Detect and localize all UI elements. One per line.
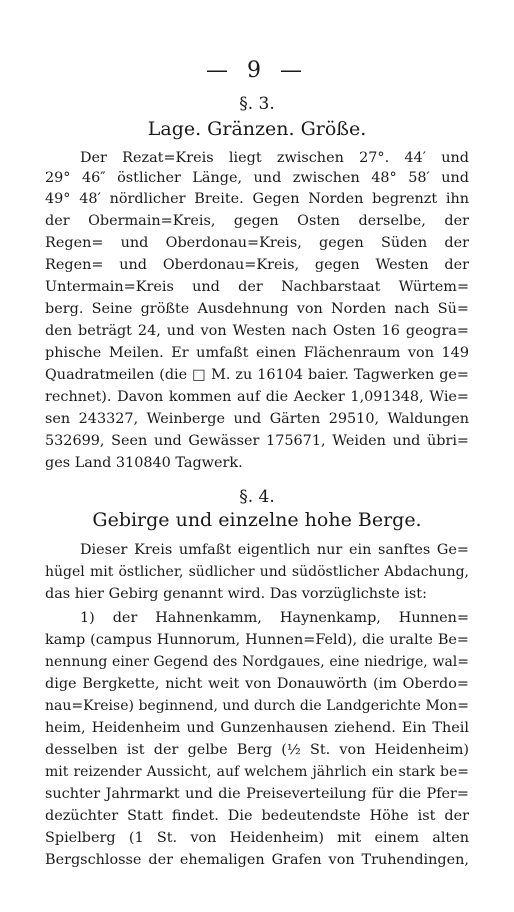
text-line: 532699, Seen und Gewässer 175671, Weiden und übri=: [45, 433, 469, 449]
text-line: 1) der Hahnenkamm, Haynenkamp, Hunnen=: [80, 610, 469, 626]
text-line: mit reizender Aussicht, auf welchem jährlich ein stark be=: [45, 764, 469, 780]
text-line: sen 243327, Weinberge und Gärten 29510, Waldungen: [45, 411, 469, 427]
text-line: Bergschlosse der ehemaligen Grafen von Truhendingen,: [45, 852, 469, 868]
text-line: phische Meilen. Er umfaßt einen Flächenraum von 149: [45, 345, 469, 361]
text-line: kamp (campus Hunnorum, Hunnen=Feld), die uralte Be=: [45, 632, 469, 648]
text-line: heim, Heidenheim und Gunzenhausen ziehend. Ein Theil: [45, 720, 469, 736]
text-line: der Obermain=Kreis, gegen Osten derselbe, der: [45, 213, 469, 229]
text-line: 49° 48′ nördlicher Breite. Gegen Norden begrenzt ihn: [45, 191, 469, 207]
text-line: desselben ist der gelbe Berg (½ St. von Heidenheim): [45, 742, 469, 758]
text-line: Spielberg (1 St. von Heidenheim) mit einem alten: [45, 830, 469, 846]
text-line: rechnet). Davon kommen auf die Aecker 1,091348, Wie=: [45, 389, 469, 405]
text-line: dige Bergkette, nicht weit von Donauwörth (im Oberdo=: [45, 676, 469, 692]
text-line: suchter Jahrmarkt und die Preiseverteilung für die Pfer=: [45, 786, 469, 802]
text-line: 29° 46″ östlicher Länge, und zwischen 48° 58′ und: [45, 170, 469, 186]
text-line: das hier Gebirg genannt wird. Das vorzüglichste ist:: [45, 586, 427, 602]
text-line: hügel mit östlicher, südlicher und südöstlicher Abdachung,: [45, 564, 469, 580]
page-number: — 9 —: [206, 58, 308, 83]
text-line: ges Land 310840 Tagwerk.: [45, 455, 243, 471]
text-line: berg. Seine größte Ausdehnung von Norden nach Sü=: [45, 301, 469, 317]
text-line: nennung einer Gegend des Nordgaues, eine niedrige, wal=: [45, 654, 469, 670]
text-line: nau=Kreise) beginnend, und durch die Landgerichte Mon=: [45, 698, 469, 714]
text-line: Quadratmeilen (die □ M. zu 16104 baier. Tagwerken ge=: [45, 367, 469, 383]
text-line: Der Rezat=Kreis liegt zwischen 27°. 44′ und: [80, 150, 469, 166]
text-line: den beträgt 24, und von Westen nach Osten 16 geogra=: [45, 323, 469, 339]
section-title-gebirge: Gebirge und einzelne hohe Berge.: [92, 509, 422, 531]
section-mark-4: §. 4.: [239, 487, 275, 507]
text-line: Regen= und Oberdonau=Kreis, gegen Süden der: [45, 235, 469, 251]
text-line: Dieser Kreis umfaßt eigentlich nur ein sanftes Ge=: [80, 542, 469, 558]
section-mark-3: §. 3.: [239, 94, 275, 114]
text-line: Untermain=Kreis und der Nachbarstaat Würtem=: [45, 279, 469, 295]
text-line: dezüchter Statt findet. Die bedeutendste Höhe ist der: [45, 808, 469, 824]
text-line: Regen= und Oberdonau=Kreis, gegen Westen der: [45, 257, 469, 273]
section-title-lage: Lage. Gränzen. Größe.: [147, 118, 367, 140]
